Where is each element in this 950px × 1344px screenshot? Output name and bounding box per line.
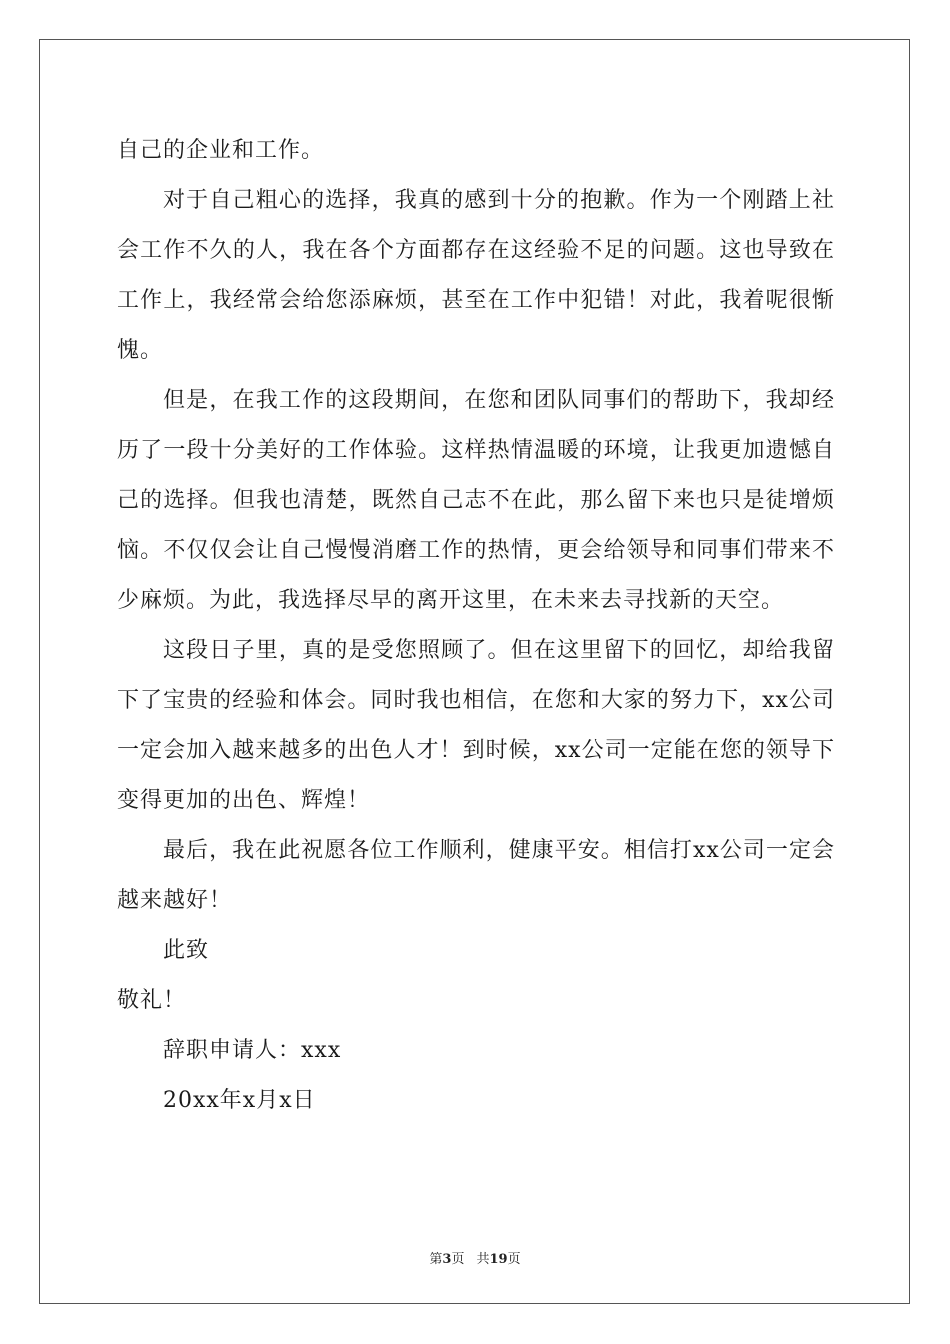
total-suffix: 页: [507, 1252, 521, 1267]
total-pages: 19: [489, 1252, 508, 1267]
letter-body: [117, 126, 835, 1126]
paragraph-5: 最后，我在此祝愿各位工作顺利，健康平安。相信打xx公司一定会越来越好！: [117, 838, 835, 913]
page-number: 3: [442, 1252, 452, 1267]
page-prefix: 第: [429, 1252, 443, 1267]
page-footer: [0, 1248, 950, 1267]
signature-date: 20xx年x月x日: [163, 1088, 316, 1113]
paragraph-3: 但是，在我工作的这段期间，在您和团队同事们的帮助下，我却经历了一段十分美好的工作体验。这样热情温暖的环境，让我更加遗憾自己的选择。但我也清楚，既然自己志不在此，那么留下来也只是徒增烦恼。不仅仅会让自己慢慢消磨工作的热情，更会给领导和同事们带来不少麻烦。为此，我选择尽早的离开这里，在未来去寻找新的天空。: [117, 388, 835, 613]
closing-respect: 敬礼！: [117, 988, 187, 1013]
closing-salutation: 此致: [163, 938, 210, 963]
paragraph-1: 自己的企业和工作。: [117, 138, 325, 163]
total-prefix: 共: [476, 1252, 490, 1267]
paragraph-4: 这段日子里，真的是受您照顾了。但在这里留下的回忆，却给我留下了宝贵的经验和体会。同时我也相信，在您和大家的努力下，xx公司一定会加入越来越多的出色人才！到时候，xx公司一定能在您的领导下变得更加的出色、辉煌！: [117, 638, 835, 813]
paragraph-2: 对于自己粗心的选择，我真的感到十分的抱歉。作为一个刚踏上社会工作不久的人，我在各个方面都存在这经验不足的问题。这也导致在工作上，我经常会给您添麻烦，甚至在工作中犯错！对此，我着呢很惭愧。: [117, 188, 835, 363]
page-suffix: 页: [451, 1252, 465, 1267]
signature-applicant: 辞职申请人：xxx: [163, 1038, 342, 1063]
